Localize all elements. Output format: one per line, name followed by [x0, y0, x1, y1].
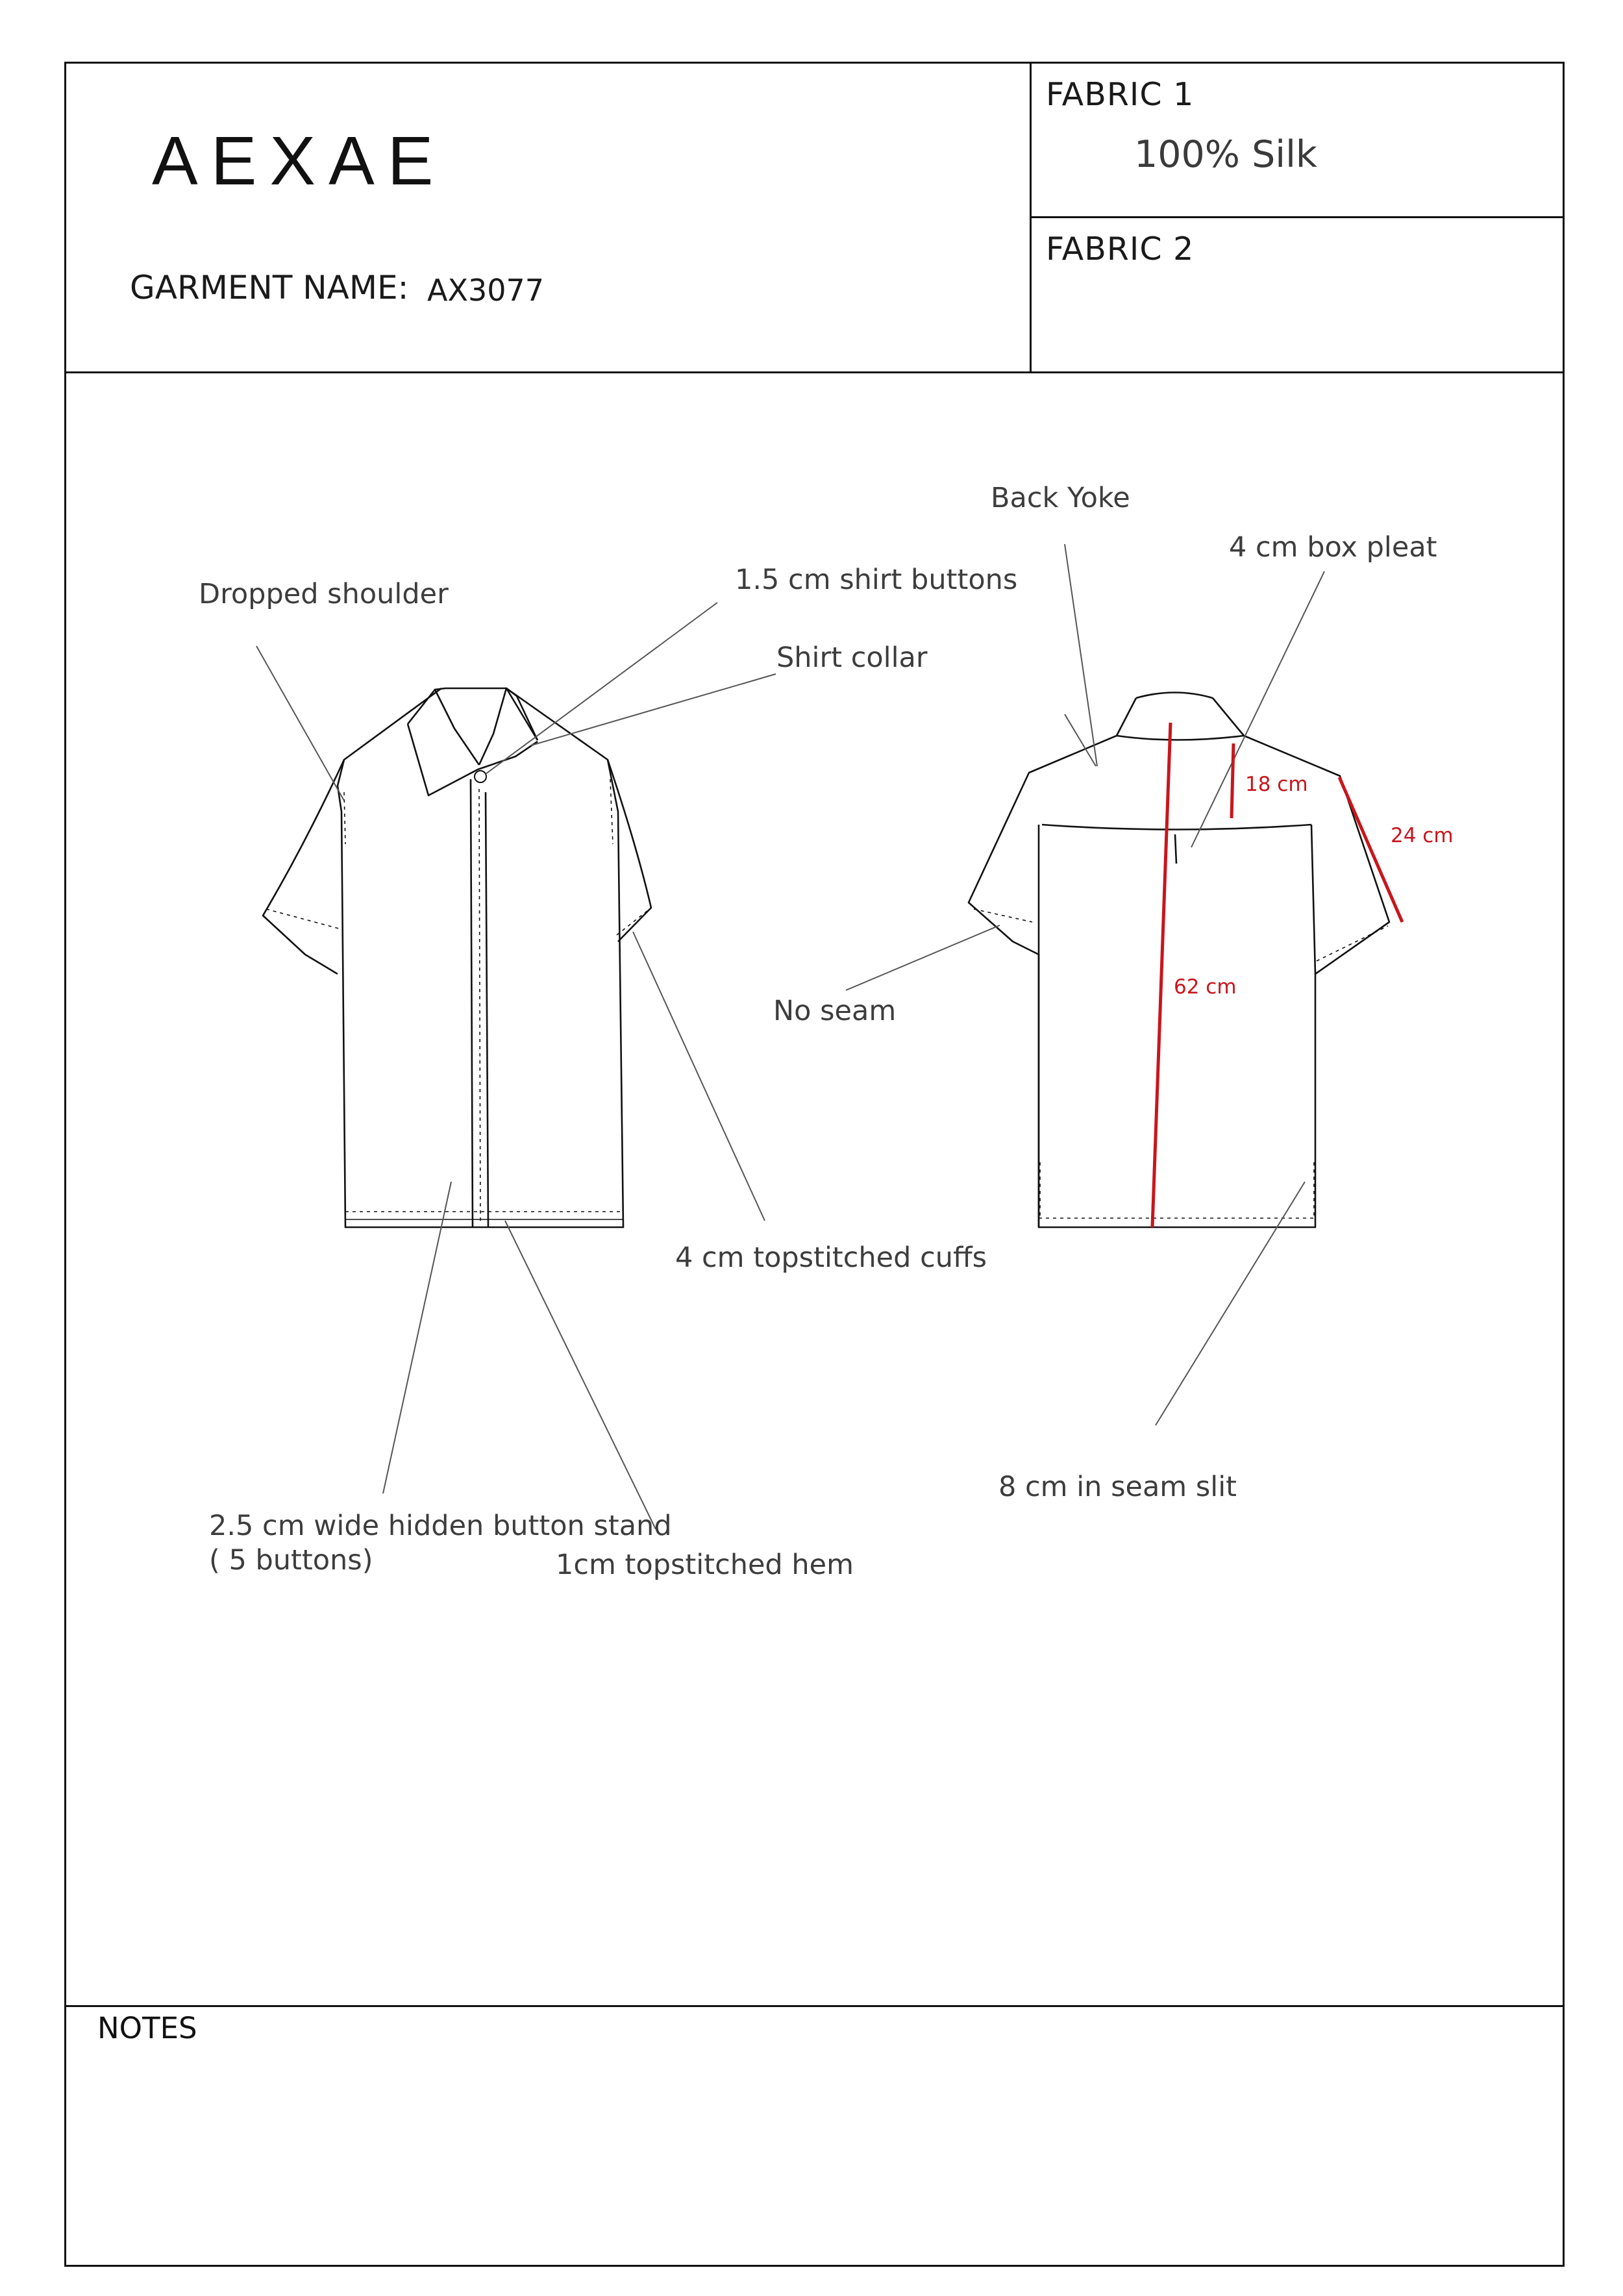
collar-button-icon — [475, 771, 486, 782]
callout-topstitched-cuffs: 4 cm topstitched cuffs — [675, 1242, 987, 1274]
pleat-length-measure: 18 cm — [1245, 773, 1308, 796]
callout-no-seam: No seam — [773, 995, 897, 1027]
callout-topstitched-hem: 1cm topstitched hem — [556, 1549, 854, 1581]
front-shirt-sketch — [263, 688, 651, 1227]
callout-dropped-shoulder: Dropped shoulder — [199, 578, 449, 610]
garment-name-value: AX3077 — [427, 273, 545, 308]
callout-button-count: ( 5 buttons) — [209, 1544, 373, 1577]
sleeve-length-measure: 24 cm — [1391, 824, 1454, 847]
callout-seam-slit: 8 cm in seam slit — [998, 1471, 1237, 1503]
fabric-1-value: 100% Silk — [1134, 133, 1317, 176]
fabric-2-label: FABRIC 2 — [1046, 231, 1195, 268]
body-length-measure: 62 cm — [1174, 975, 1237, 999]
callout-shirt-buttons: 1.5 cm shirt buttons — [735, 564, 1018, 596]
brand-logo: AEXAE — [152, 123, 447, 199]
notes-label: NOTES — [97, 2011, 197, 2045]
callout-back-yoke: Back Yoke — [991, 482, 1130, 514]
callout-button-stand: 2.5 cm wide hidden button stand — [209, 1510, 672, 1542]
callout-box-pleat: 4 cm box pleat — [1229, 531, 1437, 564]
back-shirt-sketch — [969, 693, 1389, 1228]
garment-name-label: GARMENT NAME: — [130, 269, 409, 306]
callout-leader-lines — [256, 544, 1324, 1529]
callout-shirt-collar: Shirt collar — [776, 642, 928, 674]
fabric-1-label: FABRIC 1 — [1046, 76, 1195, 113]
